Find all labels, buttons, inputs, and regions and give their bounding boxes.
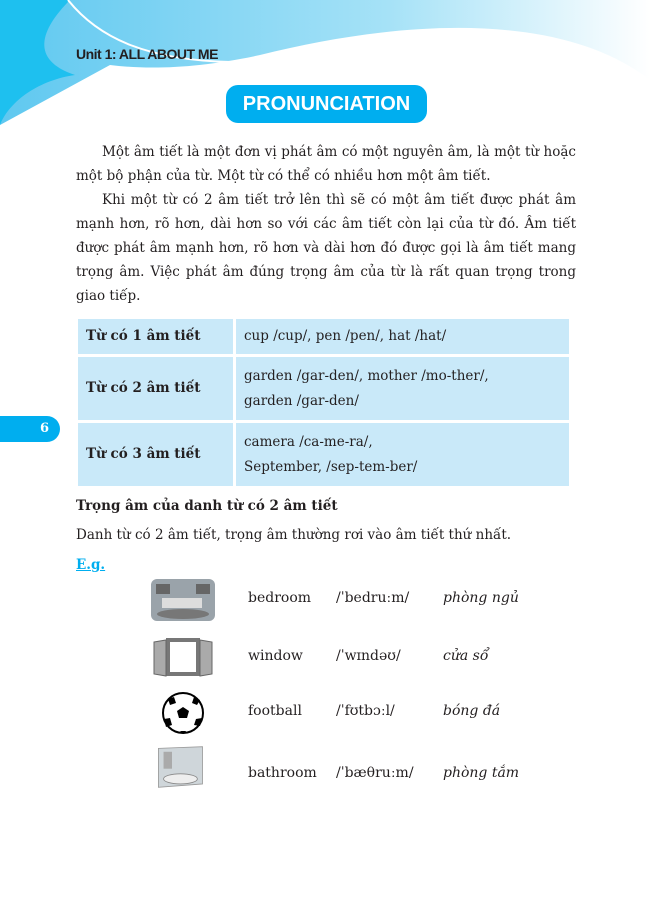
row-label: Từ có 3 âm tiết <box>77 422 235 488</box>
example-row <box>150 578 570 622</box>
meaning: cửa sổ <box>443 648 489 664</box>
word: window <box>248 648 303 664</box>
example-line: garden /gar-den/ <box>244 392 359 409</box>
row-label: Từ có 2 âm tiết <box>77 356 235 422</box>
meaning: phòng ngủ <box>443 590 519 606</box>
row-examples <box>235 318 571 356</box>
example-row <box>150 745 570 789</box>
row-examples <box>235 356 571 422</box>
word: bedroom <box>248 590 312 606</box>
table-row <box>77 356 571 422</box>
rule-title: Trọng âm của danh từ có 2 âm tiết <box>76 498 338 514</box>
section-title: PRONUNCIATION <box>226 85 427 123</box>
football-image-icon <box>150 691 216 735</box>
paragraph-text: Một âm tiết là một đơn vị phát âm có một nguyên âm, là một từ hoặc một bộ phận của từ. Một từ có thể có nhiều hơn một âm tiết. <box>76 144 576 184</box>
paragraph-1 <box>76 140 576 188</box>
table-row <box>77 318 571 356</box>
paragraph-2 <box>76 188 576 308</box>
table-row <box>77 422 571 488</box>
paragraph-text: Khi một từ có 2 âm tiết trở lên thì sẽ có một âm tiết được phát âm mạnh hơn, rõ hơn, dài hơn so với các âm tiết còn lại của từ đó. Âm tiết được phát âm mạnh hơn, rõ hơn và dài hơn đó được gọi là âm tiết mang trọng âm. Việc phát âm đúng trọng âm của từ là rất quan trọng trong giao tiếp. <box>76 192 576 304</box>
example-line: garden /gar-den/, mother /mo-ther/, <box>244 367 489 384</box>
example-line: cup /cup/, pen /pen/, hat /hat/ <box>244 328 447 344</box>
rule-text: Danh từ có 2 âm tiết, trọng âm thường rơi vào âm tiết thứ nhất. <box>76 527 512 543</box>
syllable-table <box>75 316 572 489</box>
example-row <box>150 636 570 680</box>
ipa: /ˈbæθruːm/ <box>336 765 414 781</box>
window-image-icon <box>150 636 216 680</box>
example-label: E.g. <box>76 557 106 573</box>
example-line: camera /ca-me-ra/, <box>244 433 373 450</box>
example-row <box>150 691 570 735</box>
unit-title: Unit 1: ALL ABOUT ME <box>76 46 218 62</box>
row-label: Từ có 1 âm tiết <box>77 318 235 356</box>
example-line: September, /sep-tem-ber/ <box>244 458 418 475</box>
ipa: /ˈfʊtbɔːl/ <box>336 703 395 719</box>
word: bathroom <box>248 765 317 781</box>
word: football <box>248 703 302 719</box>
page-number: 6 <box>0 416 60 442</box>
meaning: phòng tắm <box>443 765 520 781</box>
row-examples <box>235 422 571 488</box>
bathroom-image-icon <box>150 745 216 789</box>
ipa: /ˈbedruːm/ <box>336 590 410 606</box>
ipa: /ˈwɪndəʊ/ <box>336 648 401 664</box>
bedroom-image-icon <box>150 578 216 622</box>
meaning: bóng đá <box>443 703 501 719</box>
